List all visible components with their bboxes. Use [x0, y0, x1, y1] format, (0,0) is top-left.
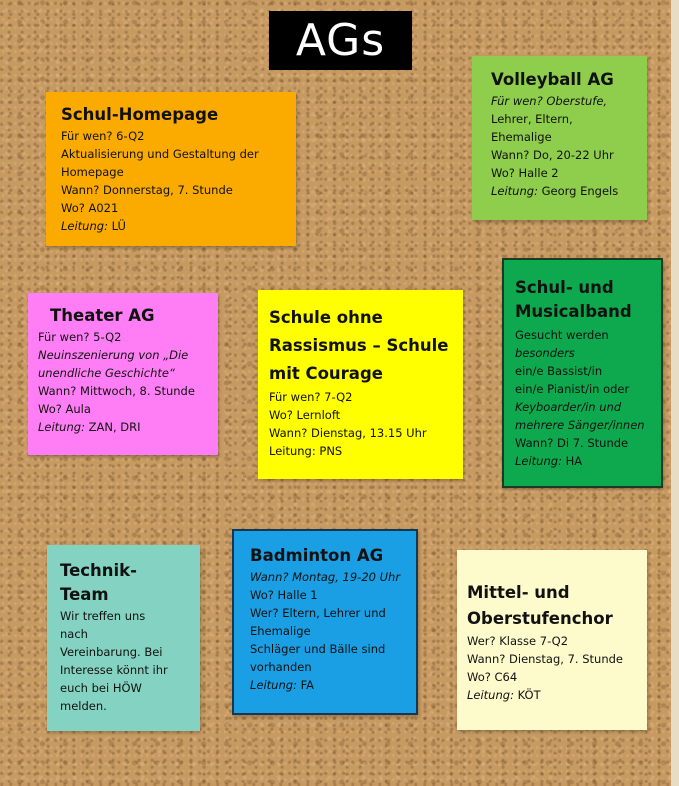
note-title: Schul-Homepage [61, 105, 219, 124]
note-line: Neuinszenierung von „Die [38, 348, 189, 362]
note-line: Wo? Lernloft [269, 408, 341, 422]
note-line: ein/e Pianist/in oder [515, 382, 630, 396]
note-line: Keyboarder/in und [515, 400, 622, 414]
note-title-line: Oberstufenchor [467, 609, 613, 628]
note-line: Homepage [61, 165, 124, 179]
note-line: Wir treffen uns [60, 609, 146, 623]
note-line: Für wen? 7-Q2 [269, 390, 353, 404]
note-badminton-ag [232, 529, 418, 715]
note-line: Ehemalige [491, 130, 552, 144]
note-line: mehrere Sänger/innen [515, 418, 645, 432]
note-line: Interesse könnt ihr [60, 663, 168, 677]
leitung-value: ZAN, DRI [84, 420, 141, 434]
note-schul-homepage [46, 92, 296, 246]
note-title-line: mit Courage [269, 364, 383, 383]
note-leitung [467, 686, 641, 704]
note-line: Schläger und Bälle sind [250, 642, 386, 656]
note-title: Theater AG [50, 306, 155, 325]
note-line: Wann? Dienstag, 7. Stunde [467, 652, 623, 666]
note-line: Wer? Klasse 7-Q2 [467, 634, 569, 648]
leitung-label: Leitung: [250, 678, 297, 692]
board-edge [671, 0, 679, 786]
note-line: Wann? Donnerstag, 7. Stunde [61, 183, 233, 197]
note-title [467, 580, 641, 632]
note-title-line: Musicalband [515, 302, 632, 321]
note-theater-ag [28, 293, 218, 455]
leitung-value: Georg Engels [537, 184, 619, 198]
leitung-label: Leitung: [38, 420, 85, 434]
note-line: Ehemalige [250, 624, 311, 638]
note-line: Lehrer, Eltern, [491, 112, 573, 126]
note-leitung [38, 418, 212, 436]
note-title: Badminton AG [250, 546, 384, 565]
note-line: Für wen? Oberstufe, [491, 94, 608, 108]
note-mittel-und-oberstufenchor [457, 550, 647, 730]
note-line: Wann? Di 7. Stunde [515, 436, 629, 450]
note-line: Vereinbarung. Bei [60, 645, 163, 659]
note-line: Wann? Dienstag, 13.15 Uhr [269, 426, 427, 440]
note-line: Für wen? 6-Q2 [61, 129, 145, 143]
note-leitung [515, 452, 655, 470]
note-line: nach [60, 627, 88, 641]
note-line: besonders [515, 346, 575, 360]
note-title-line: Mittel- und [467, 583, 570, 602]
note-line: unendliche Geschichte“ [38, 366, 175, 380]
note-line: vorhanden [250, 660, 312, 674]
note-title [269, 304, 457, 388]
note-line: Wo? C64 [467, 670, 518, 684]
note-volleyball-ag [472, 56, 647, 220]
leitung-value: LÜ [107, 219, 126, 233]
note-line: Für wen? 5-Q2 [38, 330, 122, 344]
note-line: Wo? Aula [38, 402, 91, 416]
leitung-label: Leitung: [61, 219, 108, 233]
note-line: Wer? Eltern, Lehrer und [250, 606, 386, 620]
note-technik-team [47, 545, 200, 731]
leitung-label: Leitung: [467, 688, 514, 702]
note-line: Wann? Do, 20-22 Uhr [491, 148, 614, 162]
leitung-label: Leitung: [491, 184, 538, 198]
note-line: Gesucht werden [515, 328, 609, 342]
note-title [515, 276, 655, 324]
leitung-value: KÖT [513, 688, 541, 702]
note-title-line: Schule ohne [269, 308, 383, 327]
note-line: Wann? Mittwoch, 8. Stunde [38, 384, 195, 398]
note-title: Volleyball AG [491, 70, 614, 89]
note-title-line: Team [60, 585, 109, 604]
note-line: Wann? Montag, 19-20 Uhr [250, 570, 401, 584]
leitung-value: HA [561, 454, 583, 468]
leitung-value: FA [296, 678, 315, 692]
note-line: Wo? A021 [61, 201, 119, 215]
note-line: Wo? Halle 1 [250, 588, 318, 602]
note-title-line: Rassismus – Schule [269, 336, 449, 355]
page-title: AGs [269, 11, 412, 70]
note-line: Wo? Halle 2 [491, 166, 559, 180]
note-schule-ohne-rassismus [258, 290, 463, 479]
note-title-line: Technik- [60, 561, 138, 580]
note-leitung [61, 217, 282, 235]
note-line: melden. [60, 699, 107, 713]
note-line: Leitung: PNS [269, 444, 343, 458]
note-line: ein/e Bassist/in [515, 364, 603, 378]
note-title [60, 559, 194, 607]
leitung-label: Leitung: [515, 454, 562, 468]
note-title-line: Schul- und [515, 278, 614, 297]
note-leitung [491, 182, 637, 200]
note-schul-und-musicalband [502, 258, 663, 488]
note-line: Aktualisierung und Gestaltung der [61, 147, 259, 161]
note-leitung [250, 676, 410, 694]
note-line: euch bei HÖW [60, 681, 142, 695]
